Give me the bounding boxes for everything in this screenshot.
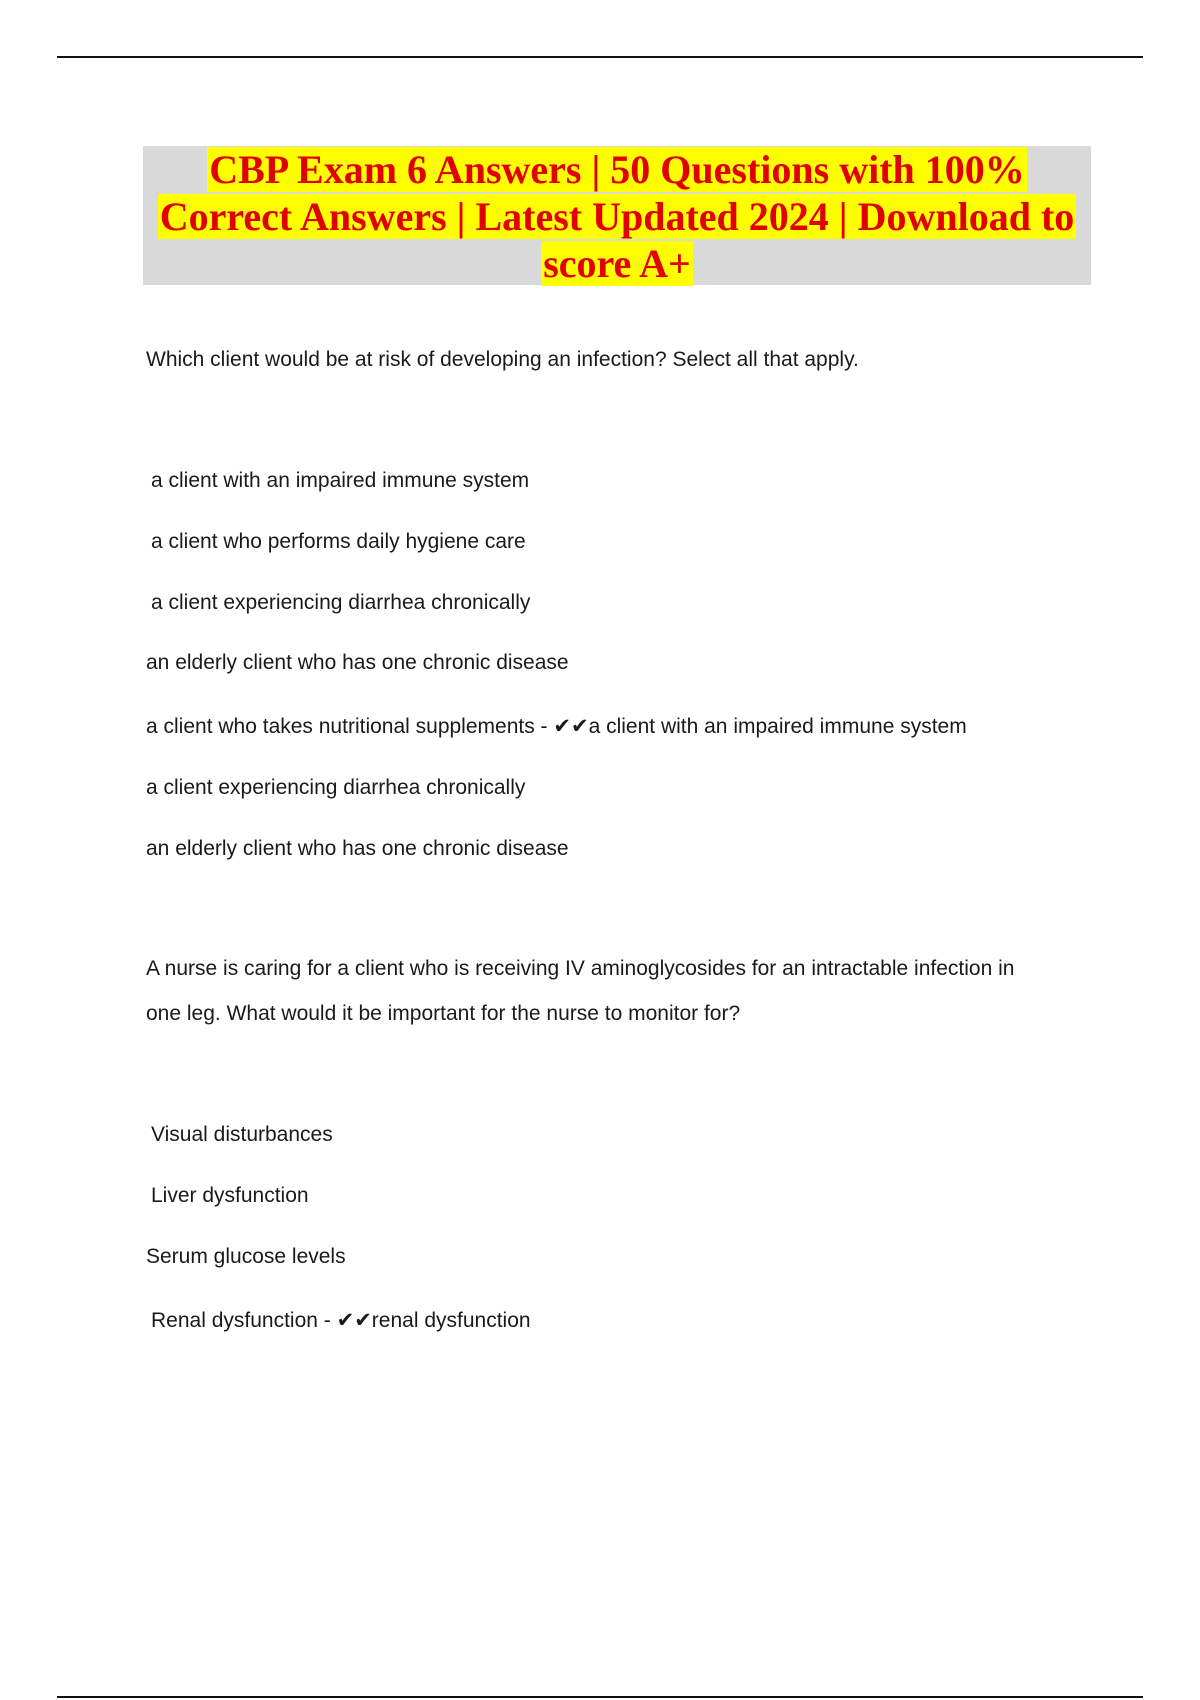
- question-1-option-2: a client who performs daily hygiene care: [151, 530, 526, 553]
- question-1-answer-extra-1: a client experiencing diarrhea chronically: [146, 776, 526, 799]
- question-2-option-1: Visual disturbances: [151, 1123, 333, 1146]
- question-1-answer: a client who takes nutritional supplements - ✔✔a client with an impaired immune system: [146, 715, 967, 738]
- bottom-rule: [57, 1696, 1143, 1698]
- document-title: [143, 146, 1091, 285]
- title-line-1: CBP Exam 6 Answers | 50 Questions with 100%: [209, 147, 1025, 192]
- question-1-option-1: a client with an impaired immune system: [151, 469, 530, 492]
- question-2-option-3: Serum glucose levels: [146, 1245, 346, 1268]
- question-1-prompt: Which client would be at risk of developing an infection? Select all that apply.: [146, 348, 859, 371]
- question-1-option-4: an elderly client who has one chronic disease: [146, 651, 569, 674]
- top-rule: [57, 56, 1143, 58]
- title-line-2: Correct Answers | Latest Updated 2024 | Download to: [159, 194, 1075, 239]
- question-2-prompt-line-2: one leg. What would it be important for the nurse to monitor for?: [146, 1002, 741, 1025]
- question-1-answer-extra-2: an elderly client who has one chronic disease: [146, 837, 569, 860]
- question-2-prompt-line-1: A nurse is caring for a client who is receiving IV aminoglycosides for an intractable infection in: [146, 957, 1015, 980]
- question-1-option-3: a client experiencing diarrhea chronically: [151, 591, 531, 614]
- title-line-3: score A+: [543, 241, 691, 286]
- question-2-answer: Renal dysfunction - ✔✔renal dysfunction: [151, 1309, 531, 1332]
- question-2-option-2: Liver dysfunction: [151, 1184, 309, 1207]
